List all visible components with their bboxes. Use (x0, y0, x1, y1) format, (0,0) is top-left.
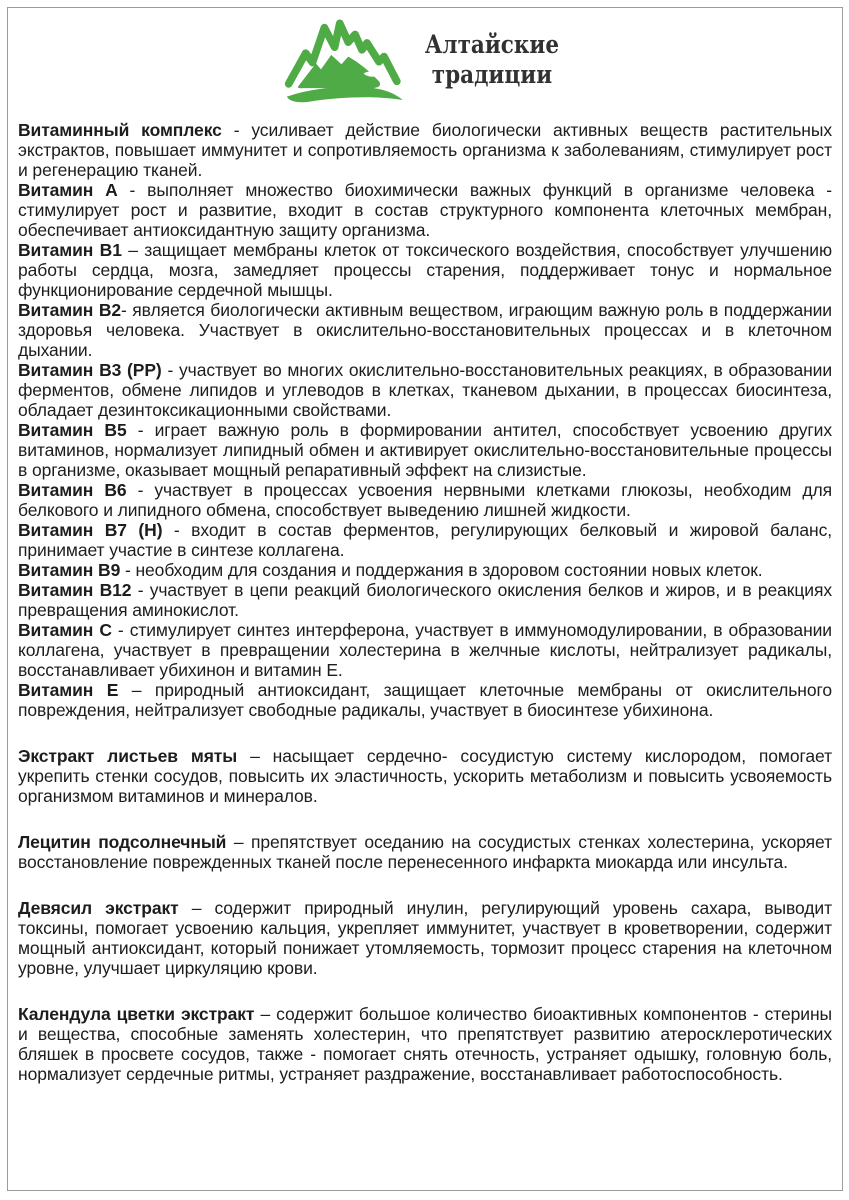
ingredient-term: Витамин В6 (18, 480, 127, 500)
brand-name-line1: Алтайские (424, 30, 560, 59)
paragraph-vitamin-e (18, 680, 832, 720)
term-separator: - (162, 520, 192, 540)
paragraph-vitamin-b5 (18, 420, 832, 480)
paragraph-vitamin-b3 (18, 360, 832, 420)
mountains-swoosh-icon (280, 14, 408, 106)
ingredient-term: Витамин А (18, 180, 118, 200)
paragraph-vitamin-b12 (18, 580, 832, 620)
page-border-frame (7, 7, 843, 1191)
ingredient-description: защищает мембраны клеток от токсического воздействия, способствует улучшению работы сердца, мозга, замедляет процессы старения, поддерживает тонус и нормальное функционирование сердечной мышцы. (18, 240, 832, 300)
term-separator: – (237, 746, 273, 766)
paragraph-vitamin-complex (18, 120, 832, 180)
ingredients-list (18, 120, 832, 1084)
term-separator: – (121, 240, 145, 260)
term-separator: – (226, 832, 251, 852)
term-separator: - (126, 420, 155, 440)
paragraph-vitamin-b2 (18, 300, 832, 360)
ingredient-description: участвует в цепи реакций биологического окисления белков и жиров, и в реакциях превращения аминокислот. (18, 580, 832, 620)
ingredient-term: Лецитин подсолнечный (18, 832, 227, 852)
ingredient-description: является биологически активным веществом, играющим важную роль в поддержании здоровья человека. Участвует в окислительно-восстановительных процессах и в клеточном дыхании. (18, 300, 832, 360)
paragraph-vitamin-c (18, 620, 832, 680)
brand-logo (18, 12, 832, 108)
paragraph-sunflower-lecithin (18, 832, 832, 872)
ingredient-term: Витамин В3 (РР) (18, 360, 162, 380)
term-separator: - (121, 300, 133, 320)
ingredient-description: входит в состав ферментов, регулирующих белковый и жировой баланс, принимает участие в синтезе коллагена. (18, 520, 832, 560)
ingredient-description: насыщает сердечно- сосудистую систему кислородом, помогает укрепить стенки сосудов, повысить их эластичность, ускорить метаболизм и повысить усвояемость организмом витаминов и минералов. (18, 746, 832, 806)
ingredient-term: Витамин В2 (18, 300, 121, 320)
paragraph-vitamin-b9 (18, 560, 832, 580)
ingredient-description: усиливает действие биологически активных веществ растительных экстрактов, повышает иммунитет и сопротивляемость организма к заболеваниям, стимулирует рост и регенерацию тканей. (18, 120, 832, 180)
term-separator: – (118, 680, 155, 700)
ingredient-description: участвует во многих окислительно-восстановительных реакциях, в образовании ферментов, обмене липидов и углеводов в клетках, тканевом дыхании, в процессах биосинтеза, обладает дезинтоксикационными свойствами. (18, 360, 832, 420)
ingredient-description: выполняет множество биохимически важных функций в организме человека - стимулирует рост и развитие, входит в состав структурного компонента клеточных мембран, обеспечивает антиоксидантную защиту организма. (18, 180, 832, 240)
brand-name (425, 30, 559, 90)
paragraph-mint-leaf-extract (18, 746, 832, 806)
term-separator: – (254, 1004, 277, 1024)
ingredient-description: природный антиоксидант, защищает клеточные мембраны от окислительного повреждения, нейтрализует свободные радикалы, участвует в биосинтезе убихинона. (18, 680, 832, 720)
paragraph-calendula-flowers-extract (18, 1004, 832, 1084)
term-separator: - (117, 180, 148, 200)
paragraph-vitamin-b7 (18, 520, 832, 560)
term-separator: - (161, 360, 180, 380)
ingredient-description: содержит большое количество биоактивных компонентов - стерины и вещества, способные заменять холестерин, что препятствует развитию атеросклеротических бляшек в просвете сосудов, также - помогает снять отечность, устраняет одышку, головную боль, нормализует сердечные ритмы, устраняет раздражение, восстанавливает работоспособность. (18, 1004, 832, 1084)
ingredient-term: Экстракт листьев мяты (18, 746, 238, 766)
paragraph-vitamin-b1 (18, 240, 832, 300)
term-separator: - (120, 560, 136, 580)
ingredient-term: Витамин В7 (Н) (18, 520, 163, 540)
term-separator: – (178, 898, 215, 918)
ingredient-term: Витамин В12 (18, 580, 132, 600)
ingredient-term: Витамин В5 (18, 420, 127, 440)
ingredient-term: Витаминный комплекс (18, 120, 222, 140)
paragraph-vitamin-b6 (18, 480, 832, 520)
ingredient-term: Витамин В1 (18, 240, 122, 260)
ingredient-description: стимулирует синтез интерферона, участвует в иммуномодулировании, в образовании коллагена, участвует в превращении холестерина в желчные кислоты, нейтрализует радикалы, восстанавливает убихинон и витамин Е. (18, 620, 832, 680)
term-separator: - (131, 580, 150, 600)
ingredient-term: Витамин Е (18, 680, 119, 700)
ingredient-description: участвует в процессах усвоения нервными клетками глюкозы, необходим для белкового и липидного обмена, способствует выведению лишней жидкости. (18, 480, 832, 520)
ingredient-term: Витамин С (18, 620, 112, 640)
ingredient-term: Витамин В9 (18, 560, 121, 580)
term-separator: - (111, 620, 130, 640)
ingredient-term: Календула цветки экстракт (18, 1004, 255, 1024)
ingredient-description: играет важную роль в формировании антител, способствует усвоению других витаминов, нормализует липидный обмен и активирует окислительно-восстановительные процессы в организме, оказывает мощный репаративный эффект на слизистые. (18, 420, 832, 480)
ingredient-term: Девясил экстракт (18, 898, 179, 918)
ingredient-description: препятствует оседанию на сосудистых стенках холестерина, ускоряет восстановление поврежденных тканей после перенесенного инфаркта миокарда или инсульта. (18, 832, 832, 872)
brand-name-line2: традиции (431, 60, 553, 89)
paragraph-vitamin-a (18, 180, 832, 240)
paragraph-elecampane-extract (18, 898, 832, 978)
ingredient-description: необходим для создания и поддержания в здоровом состоянии новых клеток. (135, 560, 763, 580)
term-separator: - (221, 120, 252, 140)
term-separator: - (126, 480, 155, 500)
ingredient-description: содержит природный инулин, регулирующий уровень сахара, выводит токсины, помогает усвоению кальция, укрепляет иммунитет, участвует в кроветворении, содержит мощный антиоксидант, который понижает утомляемость, тормозит процесс старения на клеточном уровне, улучшает циркуляцию крови. (18, 898, 832, 978)
